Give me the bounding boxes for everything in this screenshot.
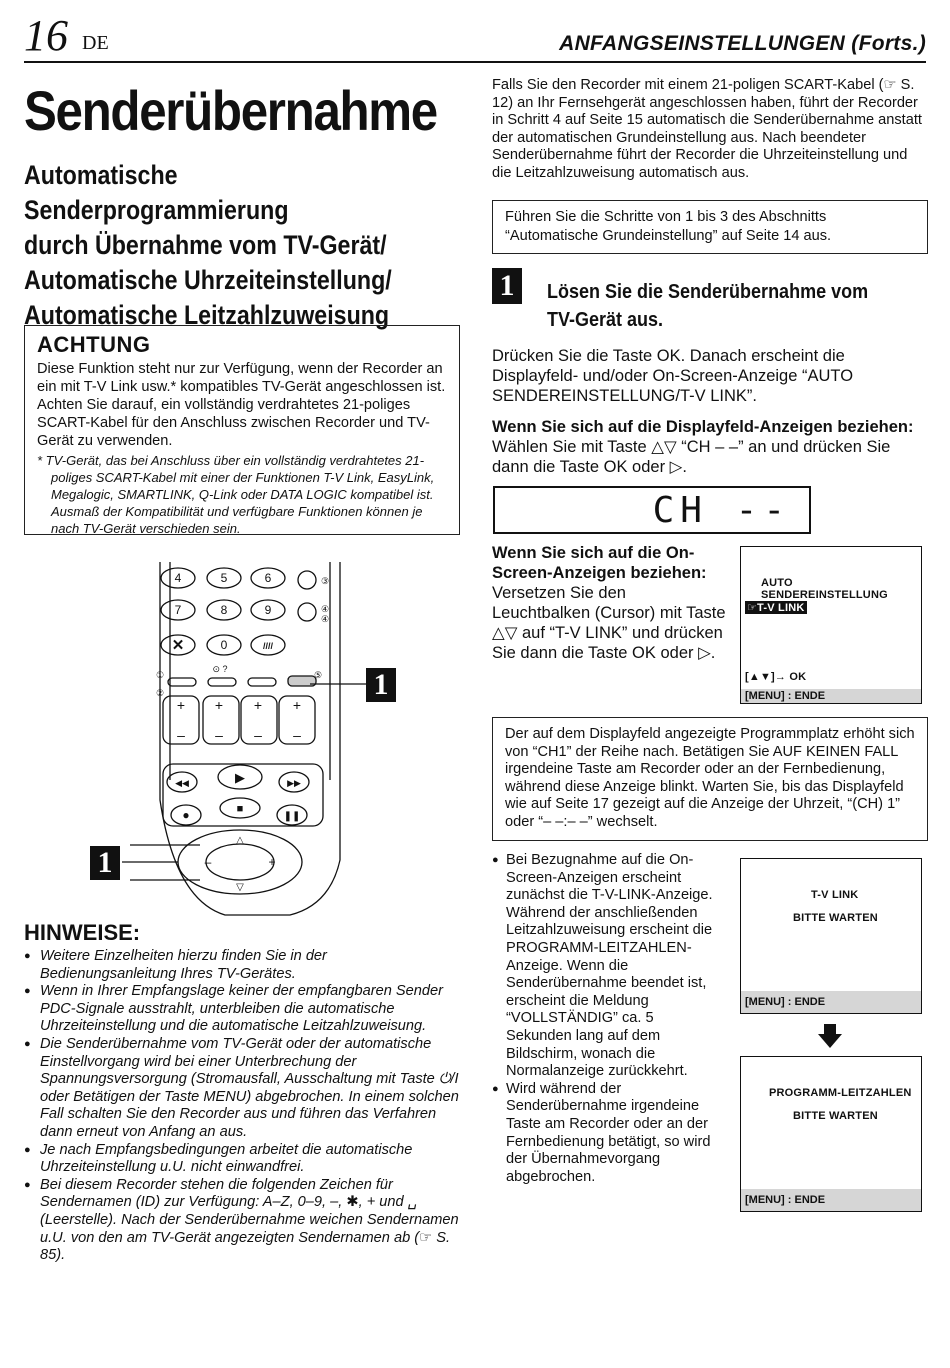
svg-text:////: //// bbox=[262, 641, 274, 651]
screen-footer: [MENU] : ENDE bbox=[741, 1189, 921, 1211]
svg-text:–: – bbox=[204, 855, 212, 869]
hinweise-item: ● Bei diesem Recorder stehen die folgenden Zeichen für Sendernamen (ID) zur Verfügung: A–Z, 0–9, –, ✱, + und ␣ (Leerstelle). Nach der Senderübernahme weichen Sendernamen u.U. von den am TV-Gerät angezeigten Sendernamen ab (☞ S. 85). bbox=[24, 1177, 464, 1265]
arrow-stem bbox=[824, 1024, 836, 1036]
svg-text:▶: ▶ bbox=[235, 770, 245, 785]
subtitle-line: Automatische Senderprogrammierung bbox=[24, 160, 289, 225]
remote-key-label: 4 bbox=[174, 571, 182, 585]
screen-title: T-V LINK bbox=[811, 889, 859, 901]
svg-text:③: ③ bbox=[320, 576, 330, 586]
svg-text:●: ● bbox=[182, 808, 190, 822]
screen-nav-hint: [▲▼]→ OK bbox=[745, 671, 807, 683]
remote-body-outline bbox=[160, 562, 340, 915]
step-title: Lösen Sie die Senderübernahme vom TV-Gerät aus. bbox=[547, 281, 869, 331]
svg-text:+: + bbox=[176, 697, 186, 713]
screen-title: AUTO SENDEREINSTELLUNG bbox=[761, 577, 888, 601]
page-number: 16 bbox=[24, 11, 68, 60]
svg-text:⊙ ?: ⊙ ? bbox=[212, 664, 228, 674]
hinweise-heading: HINWEISE: bbox=[24, 920, 141, 945]
subtitle-line: durch Übernahme vom TV-Gerät/ bbox=[24, 230, 387, 260]
onscreen-heading: Wenn Sie sich auf die On-Screen-Anzeigen beziehen: bbox=[492, 544, 707, 582]
svg-text:▶▶: ▶▶ bbox=[287, 778, 301, 788]
arrow-down-icon bbox=[818, 1034, 842, 1048]
svg-text:–: – bbox=[215, 727, 223, 743]
hinweise-item: ● Wenn in Ihrer Empfangslage keiner der empfangbaren Sender PDC-Signale ausstrahlt, unterbleiben die automatische Uhrzeiteinstellung und die automatische Leitzahlzuweisung. bbox=[24, 983, 464, 1036]
svg-text:①: ① bbox=[155, 670, 165, 680]
svg-text:+: + bbox=[292, 697, 302, 713]
hinweise-item: ● Weitere Einzelheiten hierzu finden Sie in der Bedienungsanleitung Ihres TV-Gerätes. bbox=[24, 948, 464, 983]
svg-text:+: + bbox=[253, 697, 263, 713]
step-callout-1: 1 bbox=[366, 668, 396, 702]
screen-status: BITTE WARTEN bbox=[793, 912, 878, 924]
svg-text:◀◀: ◀◀ bbox=[175, 778, 189, 788]
hinweise-list bbox=[24, 948, 464, 1265]
svg-text:④: ④ bbox=[320, 604, 330, 614]
subtitle-line: Automatische Uhrzeiteinstellung/ bbox=[24, 265, 392, 295]
onscreen-tv-link bbox=[740, 858, 922, 1014]
section-header: ANFANGSEINSTELLUNGEN (Forts.) bbox=[559, 32, 926, 55]
subtitle-line: Automatische Leitzahlzuweisung bbox=[24, 300, 390, 330]
front-display bbox=[493, 486, 811, 534]
display-instructions: Wählen Sie mit Taste △▽ “CH – –” an und drücken Sie dann die Taste OK oder ▷. bbox=[492, 438, 891, 476]
svg-text:④: ④ bbox=[320, 614, 330, 624]
remote-key-label: 9 bbox=[264, 603, 272, 617]
achtung-footnote: * TV-Gerät, das bei Anschluss über ein vollständig verdrahtetes 21-poliges SCART-Kabel mit einer der Funktionen T-V Link, EasyLink, Megalogic, SMARTLINK, Q-Link oder DATA LOGIC kompatibel ist. Ausmaß der Kompatibilität und verfügbare Funktionen können je nach TV-Gerät verschieden sein. bbox=[37, 453, 435, 536]
step-badge: 1 bbox=[492, 268, 522, 304]
remote-key-label: 6 bbox=[264, 571, 272, 585]
svg-text:–: – bbox=[293, 727, 301, 743]
remote-key-label: 7 bbox=[174, 603, 182, 617]
svg-text:+: + bbox=[268, 855, 276, 869]
onscreen-instructions: Versetzen Sie den Leuchtbalken (Cursor) mit Taste △▽ auf “T-V LINK” und drücken Sie dann die Taste OK oder ▷. bbox=[492, 584, 726, 662]
screen-status: BITTE WARTEN bbox=[793, 1110, 878, 1122]
page-language: DE bbox=[82, 32, 109, 54]
caution-note: Der auf dem Displayfeld angezeigte Programmplatz erhöht sich von “CH1” der Reihe nach. Betätigen Sie AUF KEINEN FALL irgendeine Taste am Recorder oder an der Fernbedienung, während diese Anzeige blinkt. Warten Sie, bis das Displayfeld wie auf Seite 17 gezeigt auf die Anzeige der Uhrzeit, “(CH) 1” oder “– –:– –” wechselt. bbox=[492, 717, 928, 841]
right-bullet-item: ● Wird während der Senderübernahme irgendeine Taste am Recorder oder an der Fernbedienung betätigt, so wird der Übernahmevorgang abgebrochen. bbox=[492, 1081, 714, 1187]
step-callout-1-nav: 1 bbox=[90, 846, 120, 880]
svg-text:–: – bbox=[177, 727, 185, 743]
hinweise-item: ● Je nach Empfangsbedingungen arbeitet die automatische Uhrzeiteinstellung u.U. nicht einwandfrei. bbox=[24, 1142, 464, 1177]
achtung-text: Diese Funktion steht nur zur Verfügung, wenn der Recorder an ein mit T-V Link usw.* kompatibles TV-Gerät angeschlossen ist. Achten Sie darauf, ein vollständig verdrahtetes 21-poliges SCART-Kabel für den Anschluss zwischen Recorder und TV-Gerät zu verwenden. bbox=[37, 361, 446, 449]
svg-text:△: △ bbox=[236, 835, 244, 846]
screen-footer: [MENU] : ENDE bbox=[741, 689, 921, 703]
display-heading: Wenn Sie sich auf die Displayfeld-Anzeigen beziehen: bbox=[492, 418, 914, 436]
svg-text:②: ② bbox=[155, 688, 165, 698]
svg-text:▽: ▽ bbox=[236, 882, 244, 893]
svg-text:+: + bbox=[214, 697, 224, 713]
screen-footer: [MENU] : ENDE bbox=[741, 991, 921, 1013]
right-bullets bbox=[492, 852, 714, 1186]
remote-key-label: 8 bbox=[220, 603, 228, 617]
step-text: Drücken Sie die Taste OK. Danach erscheint die Displayfeld- und/oder On-Screen-Anzeige “AUTO SENDEREINSTELLUNG/T-V LINK”. bbox=[492, 347, 854, 405]
intro-text: Falls Sie den Recorder mit einem 21-poligen SCART-Kabel (☞ S. 12) an Ihr Fernsehgerät angeschlossen haben, führt der Recorder in Schritt 4 auf Seite 15 automatisch die Senderübernahme anstatt der automatischen Grundeinstellung aus. Nach beendeter Senderübernahme führt der Recorder die Uhrzeiteinstellung und die Leitzahlzuweisung automatisch aus. bbox=[492, 77, 922, 181]
achtung-heading: ACHTUNG bbox=[37, 332, 151, 357]
screen-option-tv-link: ☞T-V LINK bbox=[747, 602, 805, 614]
screen-title: PROGRAMM-LEITZAHLEN bbox=[769, 1087, 912, 1099]
remote-key-label: 5 bbox=[220, 571, 228, 585]
svg-text:❚❚: ❚❚ bbox=[283, 811, 301, 822]
display-readout: CH -- bbox=[652, 490, 791, 531]
svg-text:–: – bbox=[254, 727, 262, 743]
key-timer bbox=[298, 603, 316, 621]
remote-key-label: 0 bbox=[220, 638, 228, 652]
key-tv-link bbox=[298, 571, 316, 589]
onscreen-programm-leitzahlen bbox=[740, 1056, 922, 1212]
right-bullet-item: ● Bei Bezugnahme auf die On-Screen-Anzeigen erscheint zunächst die T-V-LINK-Anzeige. Während der anschließenden Leitzahlzuweisung erscheint die PROGRAMM-LEITZAHLEN-Anzeige. Wenn die Senderübernahme beendet ist, erscheint die Meldung “VOLLSTÄNDIG” ca. 5 Sekunden lang auf dem Bildschirm, wonach die Normalanzeige zurückkehrt. bbox=[492, 852, 714, 1081]
svg-text:✕: ✕ bbox=[171, 637, 185, 654]
svg-text:■: ■ bbox=[236, 803, 244, 815]
prerequisite-note: Führen Sie die Schritte von 1 bis 3 des Abschnitts “Automatische Grundeinstellung” auf Seite 14 aus. bbox=[492, 200, 928, 254]
hinweise-item: ● Die Senderübernahme vom TV-Gerät oder der automatische Einstellvorgang wird bei einer Unterbrechung der Spannungsversorgung (Stromausfall, Ausschaltung mit Taste ⏻/I oder Betätigen der Taste MENU) abgebrochen. In einem solchen Fall schalten Sie den Recorder aus und führen das Verfahren dann erneut von Anfang an aus. bbox=[24, 1036, 464, 1142]
page-title: Senderübernahme bbox=[24, 79, 437, 142]
svg-text:⑤: ⑤ bbox=[313, 670, 323, 680]
onscreen-auto-sender bbox=[740, 546, 922, 704]
